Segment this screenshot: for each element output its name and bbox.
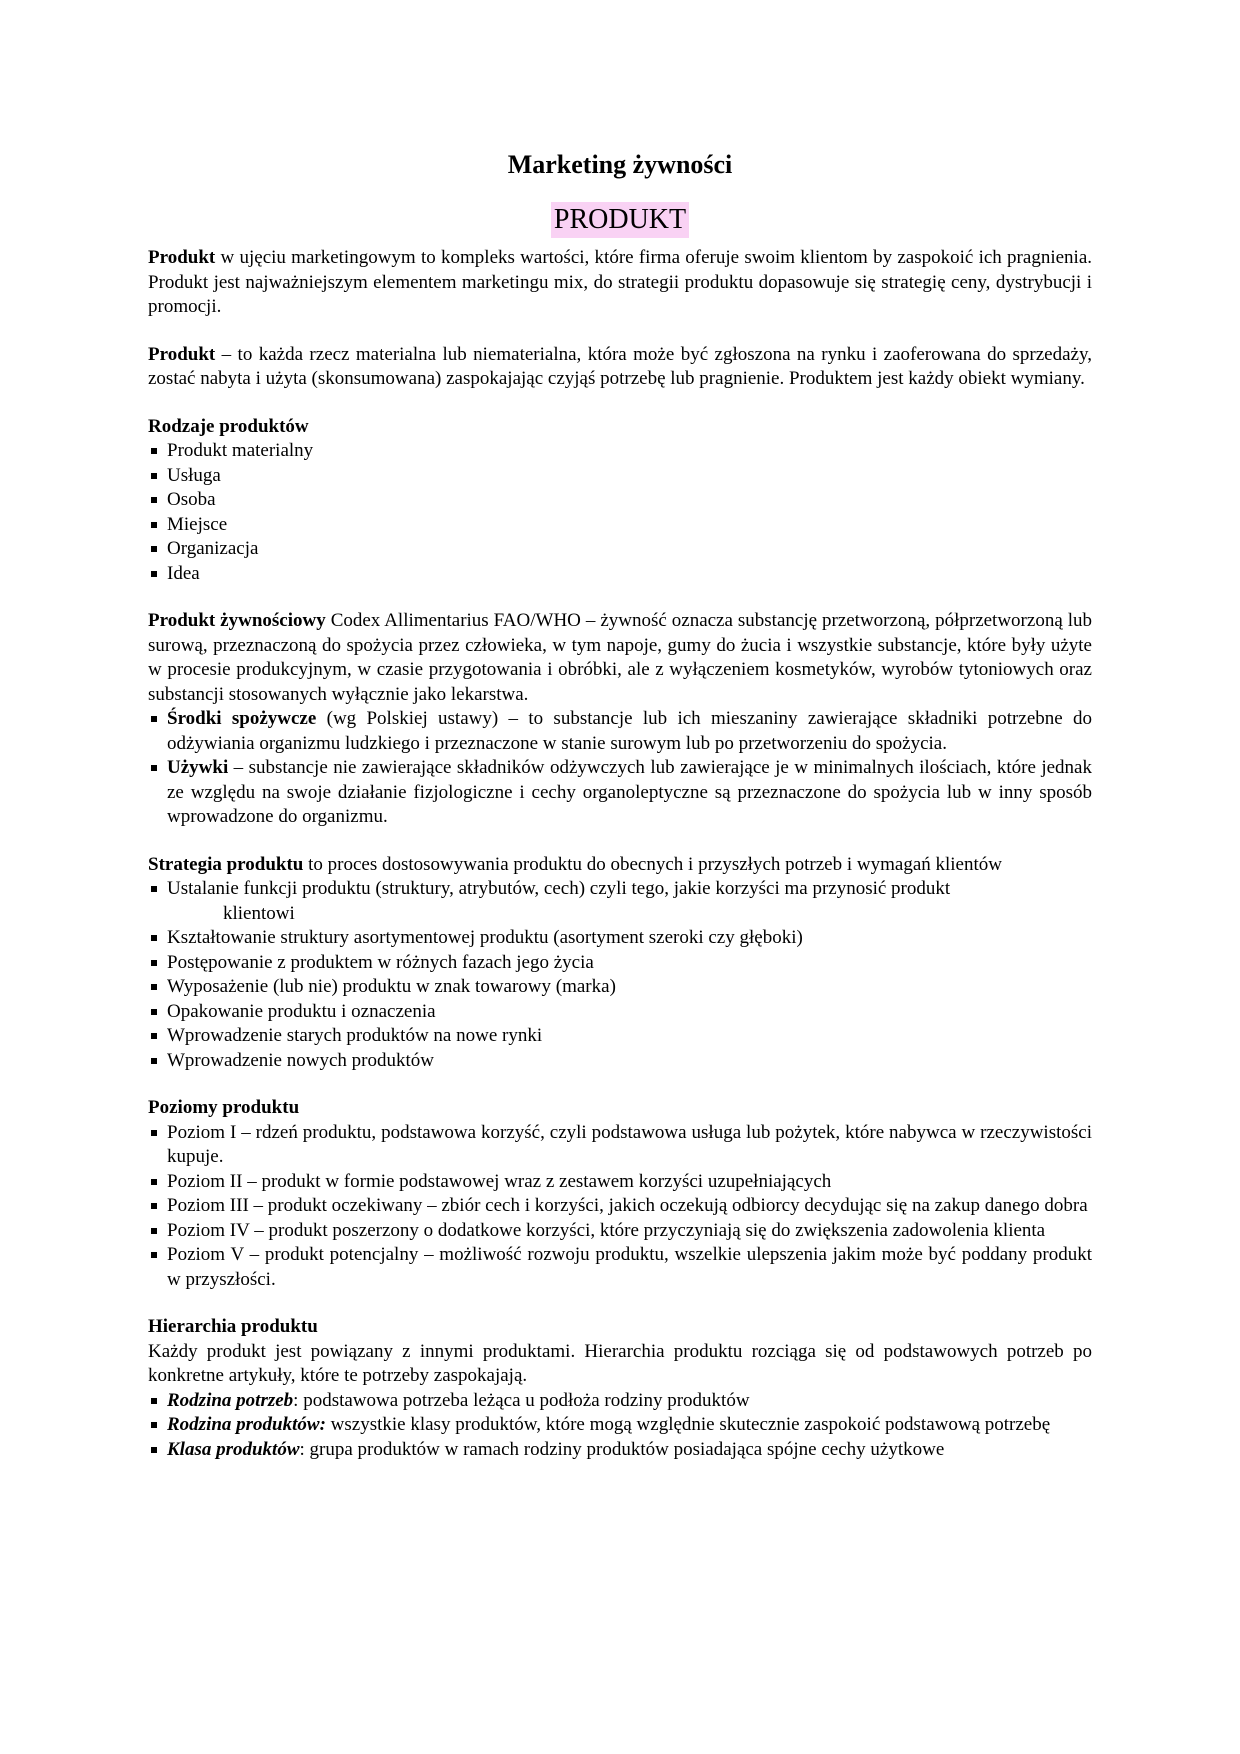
item-text: wszystkie klasy produktów, które mogą względnie skutecznie zaspokoić podstawową potrzebę <box>325 1414 1051 1435</box>
spacer <box>148 1292 1092 1315</box>
list-strategy-items <box>148 877 1092 1073</box>
list-item: Poziom V – produkt potencjalny – możliwość rozwoju produktu, wszelkie ulepszenia jakim może być poddany produkt w przyszłości. <box>148 1243 1092 1292</box>
item-text: Ustalanie funkcji produktu (struktury, atrybutów, cech) czyli tego, jakie korzyści ma przynosić produkt <box>167 878 951 899</box>
term: Rodzina produktów: <box>167 1414 326 1435</box>
document-content <box>148 140 1092 1462</box>
list-item: Poziom IV – produkt poszerzony o dodatkowe korzyści, które przyczyniają się do zwiększenia zadowolenia klienta <box>148 1219 1092 1244</box>
heading-product-types: Rodzaje produktów <box>148 415 309 437</box>
term: Klasa produktów <box>167 1438 300 1460</box>
list-item: Wyposażenie (lub nie) produktu w znak towarowy (marka) <box>148 975 1092 1000</box>
list-item: Wprowadzenie nowych produktów <box>148 1049 1092 1074</box>
item-text-continuation: klientowi <box>223 902 295 924</box>
item-text: (wg Polskiej ustawy) – to substancje lub ich mieszaniny zawierające składniki potrzebne do odżywiania organizmu ludzkiego i przeznaczone w stanie surowym lub po przetworzeniu do spożycia. <box>167 708 1093 754</box>
list-item <box>148 707 1092 756</box>
term-food-product: Produkt żywnościowy <box>148 610 326 631</box>
term-product-strategy: Strategia produktu <box>148 853 304 875</box>
item-text: : podstawowa potrzeba leżąca u podłoża rodziny produktów <box>293 1389 750 1411</box>
list-hierarchy-items <box>148 1389 1092 1463</box>
term-produkt: Produkt <box>148 247 216 268</box>
spacer <box>148 1073 1092 1096</box>
spacer <box>148 830 1092 853</box>
list-item <box>148 756 1092 830</box>
list-item: Opakowanie produktu i oznaczenia <box>148 1000 1092 1025</box>
list-item: Poziom II – produkt w formie podstawowej wraz z zestawem korzyści uzupełniających <box>148 1170 1092 1195</box>
paragraph-product-strategy <box>148 853 1092 878</box>
term: Środki spożywcze <box>167 708 317 729</box>
list-item <box>148 1413 1092 1438</box>
list-item: Poziom I – rdzeń produktu, podstawowa korzyść, czyli podstawowa usługa lub pożytek, które nabywca w rzeczywistości kupuje. <box>148 1121 1092 1170</box>
list-item: Kształtowanie struktury asortymentowej produktu (asortyment szeroki czy głęboki) <box>148 926 1092 951</box>
term: Używki <box>167 757 229 778</box>
spacer <box>148 392 1092 415</box>
paragraph-text: w ujęciu marketingowym to kompleks wartości, które firma oferuje swoim klientom by zaspokoić ich pragnienia. Produkt jest najważniejszym elementem marketingu mix, do strategii produktu dopasowuje się strategię ceny, dystrybucji i promocji. <box>148 247 1092 317</box>
paragraph-product-definition-2 <box>148 343 1092 392</box>
list-item: Produkt materialny <box>148 439 1092 464</box>
list-item: Miejsce <box>148 513 1092 538</box>
spacer <box>148 586 1092 609</box>
list-item: Poziom III – produkt oczekiwany – zbiór cech i korzyści, jakich oczekują odbiorcy decydując się na zakup danego dobra <box>148 1194 1092 1219</box>
list-item <box>148 1438 1092 1463</box>
item-text: – substancje nie zawierające składników odżywczych lub zawierające je w minimalnych ilościach, które jednak ze względu na swoje działanie fizjologiczne i cechy organoleptyczne są przeznaczone do spożycia lub w inny sposób wprowadzone do organizmu. <box>167 757 1092 827</box>
list-item: Idea <box>148 562 1092 587</box>
paragraph-food-product <box>148 609 1092 707</box>
list-item: Wprowadzenie starych produktów na nowe rynki <box>148 1024 1092 1049</box>
paragraph-product-definition-1 <box>148 246 1092 320</box>
heading-product-levels: Poziomy produktu <box>148 1097 300 1118</box>
list-product-levels <box>148 1121 1092 1293</box>
spacer <box>148 320 1092 343</box>
paragraph-text: to proces dostosowywania produktu do obecnych i przyszłych potrzeb i wymagań klientów <box>303 853 1002 875</box>
list-item: Usługa <box>148 464 1092 489</box>
term: Rodzina potrzeb <box>167 1389 294 1411</box>
heading-product-hierarchy: Hierarchia produktu <box>148 1316 318 1337</box>
list-item: Osoba <box>148 488 1092 513</box>
paragraph-text: Codex Allimentarius FAO/WHO – żywność oznacza substancję przetworzoną, półprzetworzoną lub surową, przeznaczoną do spożycia przez człowieka, w tym napoje, gumy do żucia i wszystkie substancje, które były użyte w procesie produkcyjnym, w czasie przygotowania i obróbki, ale z wyłączeniem kosmetyków, wyrobów tytoniowych oraz substancji stosowanych wyłącznie jako lekarstwa. <box>148 610 1092 705</box>
list-item <box>148 877 1092 926</box>
list-item <box>148 1389 1092 1414</box>
term-produkt: Produkt <box>148 343 216 365</box>
document-title: Marketing żywności <box>507 150 733 179</box>
list-item: Organizacja <box>148 537 1092 562</box>
item-text: : grupa produktów w ramach rodziny produktów posiadająca spójne cechy użytkowe <box>299 1438 945 1460</box>
list-product-types <box>148 439 1092 586</box>
section-title-wrap <box>148 202 1092 238</box>
list-food-categories <box>148 707 1092 830</box>
paragraph-text: – to każda rzecz materialna lub niematerialna, która może być zgłoszona na rynku i zaoferowana do sprzedaży, zostać nabyta i użyta (skonsumowana) zaspokajając czyjąś potrzebę lub pragnienie. Produktem jest każdy obiekt wymiany. <box>148 343 1092 389</box>
section-title-produkt: PRODUKT <box>551 202 689 238</box>
paragraph-hierarchy: Każdy produkt jest powiązany z innymi produktami. Hierarchia produktu rozciąga się od podstawowych potrzeb po konkretne artykuły, które te potrzeby zaspokajają. <box>148 1340 1092 1386</box>
list-item: Postępowanie z produktem w różnych fazach jego życia <box>148 951 1092 976</box>
